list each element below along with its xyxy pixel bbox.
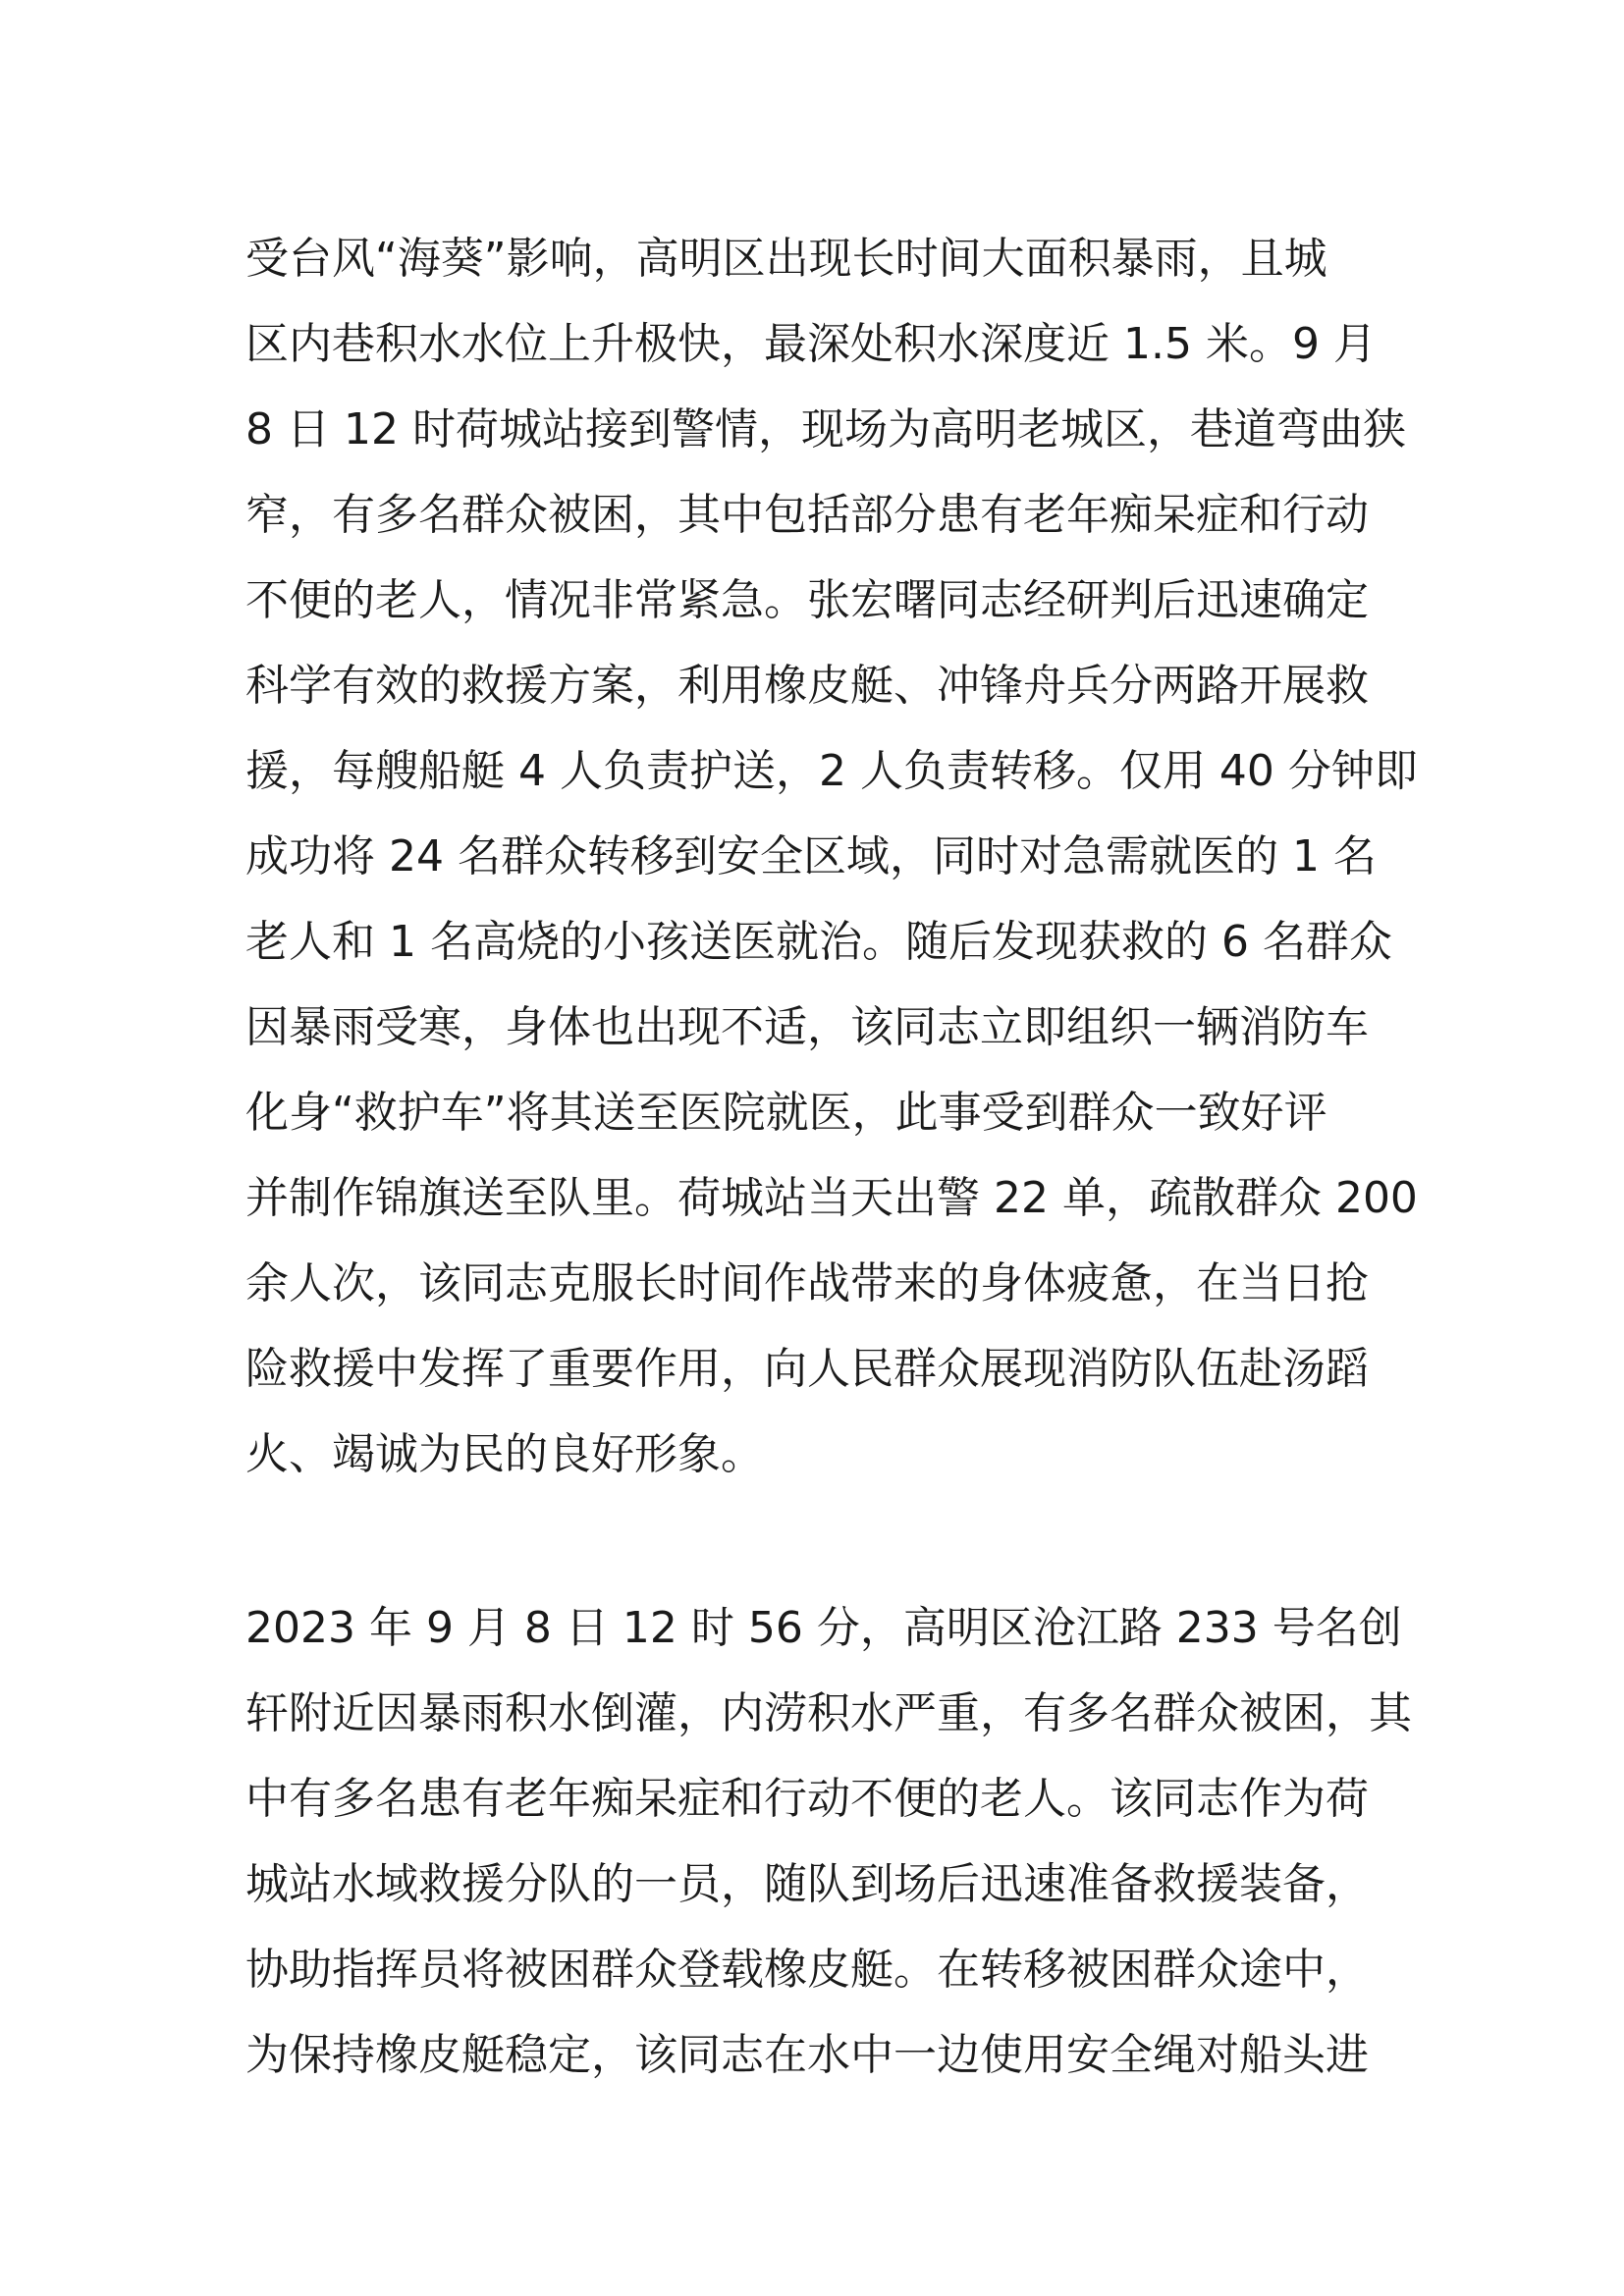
text-line: 中有多名患有老年痴呆症和行动不便的老人。该同志作为荷 [245,1774,1369,1824]
text-line: 8 日 12 时荷城站接到警情，现场为高明老城区，巷道弯曲狭 [245,404,1406,454]
text-line: 协助指挥员将被困群众登载橡皮艇。在转移被困群众途中， [245,1945,1369,1995]
text-line: 不便的老人，情况非常紧急。张宏曙同志经研判后迅速确定 [245,575,1369,625]
text-line: 援，每艘船艇 4 人负责护送，2 人负责转移。仅用 40 分钟即 [245,746,1418,796]
text-line: 火、竭诚为民的良好形象。 [245,1429,764,1479]
text-line: 因暴雨受寒，身体也出现不适，该同志立即组织一辆消防车 [245,1002,1369,1052]
text-line: 化身“救护车”将其送至医院就医，此事受到群众一致好评 [245,1088,1327,1138]
text-line: 余人次，该同志克服长时间作战带来的身体疲惫，在当日抢 [245,1258,1369,1308]
text-line: 2023 年 9 月 8 日 12 时 56 分，高明区沧江路 233 号名创 [245,1603,1402,1653]
text-line: 轩附近因暴雨积水倒灌，内涝积水严重，有多名群众被困，其 [245,1688,1412,1738]
text-line: 受台风“海葵”影响，高明区出现长时间大面积暴雨，且城 [245,234,1327,284]
text-line: 窄，有多名群众被困，其中包括部分患有老年痴呆症和行动 [245,490,1369,540]
text-line: 科学有效的救援方案，利用橡皮艇、冲锋舟兵分两路开展救 [245,661,1369,711]
paragraph-incident-account [245,1585,1412,2098]
text-line: 成功将 24 名群众转移到安全区域，同时对急需就医的 1 名 [245,831,1377,881]
text-line: 区内巷积水水位上升极快，最深处积水深度近 1.5 米。9 月 [245,319,1377,369]
paragraph-rescue-summary [245,216,1418,1497]
text-line: 老人和 1 名高烧的小孩送医就治。随后发现获救的 6 名群众 [245,917,1392,967]
text-line: 险救援中发挥了重要作用，向人民群众展现消防队伍赴汤蹈 [245,1344,1369,1394]
text-line: 并制作锦旗送至队里。荷城站当天出警 22 单，疏散群众 200 [245,1173,1418,1223]
text-line: 为保持橡皮艇稳定，该同志在水中一边使用安全绳对船头进 [245,2030,1369,2080]
text-line: 城站水域救援分队的一员，随队到场后迅速准备救援装备， [245,1859,1369,1909]
